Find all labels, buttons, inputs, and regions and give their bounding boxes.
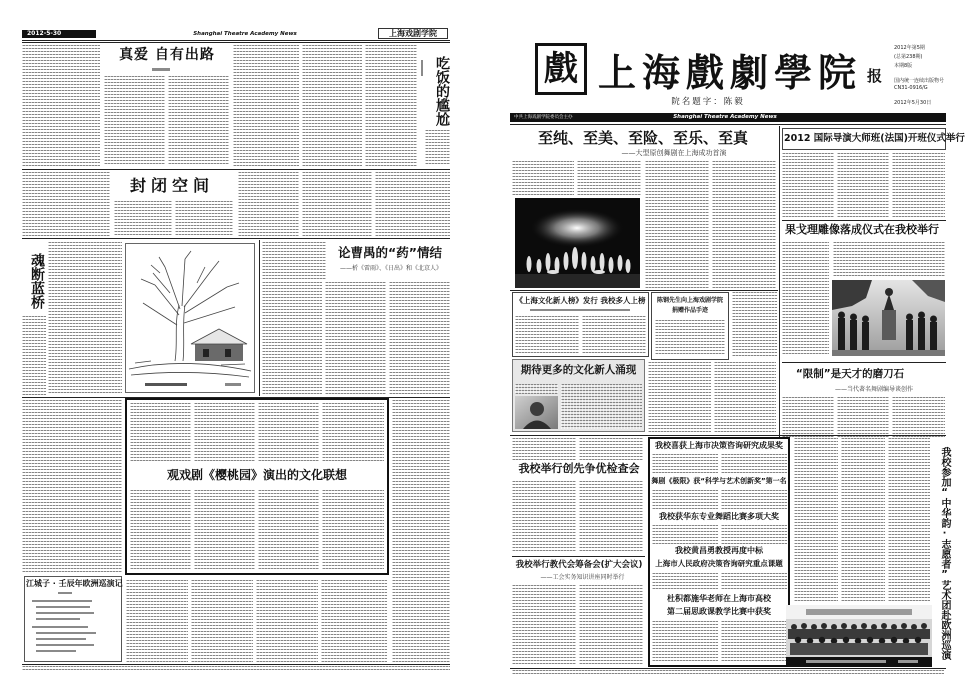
body-text-column <box>652 490 718 509</box>
headline-brief-4-line-2: 上海市人民政府决策咨询研究重点课题 <box>655 559 783 568</box>
body-text-column <box>655 320 725 356</box>
headline-europe-tour: 我校参加“中华韵·志愿者”艺术团赴欧洲巡演 <box>939 447 950 660</box>
issue-number: 2012年第5期 <box>894 45 925 51</box>
headline-donation-line-1: 陈钢先生向上海戏剧学院 <box>656 297 723 304</box>
issue-info <box>894 44 950 108</box>
body-text-column <box>515 316 579 354</box>
headline-true-love: 真爱 自有出路 <box>119 47 215 63</box>
headline-dining: 吃饭的尴尬 <box>434 56 450 126</box>
headline-brief-1: 我校喜获上海市决策咨询研究成果奖 <box>655 441 783 450</box>
body-text-column <box>652 525 718 544</box>
headline-dance: 至纯、至美、至险、至乐、至真 <box>537 129 748 147</box>
body-text-column <box>721 525 787 544</box>
photo-gogol-statue <box>832 280 945 356</box>
body-text-column <box>512 481 576 553</box>
headline-cherry-orchard: 观戏剧《樱桃园》演出的文化联想 <box>166 468 347 482</box>
page-footer <box>512 670 944 675</box>
headline-brief-5-line-1: 杜积都施华老师在上海市高校 <box>667 594 771 603</box>
headline-congress: 我校举行教代会筹备会(扩大会议) <box>515 560 643 570</box>
body-text-column <box>833 242 945 277</box>
body-text-column <box>712 161 776 289</box>
photo-dance-performance <box>515 198 640 288</box>
photo-portrait <box>515 396 558 429</box>
body-text-column <box>721 454 787 474</box>
body-text-column <box>794 438 838 602</box>
body-text-column <box>782 397 834 439</box>
body-text-column <box>837 153 889 219</box>
body-text-column <box>577 161 641 196</box>
body-text-column <box>582 316 646 354</box>
headline-expect: 期待更多的文化新人涌现 <box>520 364 637 376</box>
masthead-title: 上海戲劇學院 <box>598 50 863 95</box>
headline-brief-3: 我校获华东专业舞蹈比赛多项大奖 <box>659 512 779 521</box>
body-text-column <box>841 438 885 602</box>
english-title: Shanghai Theatre Academy News <box>673 114 777 120</box>
body-text-column <box>782 153 834 219</box>
headline-brief-2: 舞剧《极限》获“科学与艺术创新奖”第一名 <box>651 477 787 485</box>
body-text-column <box>892 153 945 219</box>
publisher: 中共上海戏剧学院委员会主办 <box>514 115 573 120</box>
body-text-column <box>721 490 787 509</box>
subtitle-dance: ——大型原创舞剧在上海成功首演 <box>621 149 727 157</box>
masthead-seal: 戲 <box>535 43 587 95</box>
headline-gogol: 果戈理雕像落成仪式在我校举行 <box>785 223 939 236</box>
headline-new-talents: 《上海文化新人榜》发行 我校多人上榜 <box>515 296 646 305</box>
body-text-column <box>721 573 787 591</box>
body-text-column <box>837 397 889 439</box>
masthead-suffix: 报 <box>867 67 883 85</box>
body-text-column <box>579 438 643 460</box>
headline-brief-5-line-2: 第二届思政课教学比赛中获奖 <box>667 607 771 616</box>
body-text-column <box>892 397 945 439</box>
issue-date: 2012-5-30 <box>22 30 96 38</box>
body-text-column <box>512 161 574 196</box>
body-text-column <box>652 454 718 474</box>
body-text-column <box>512 585 576 665</box>
body-text-column <box>888 438 930 602</box>
body-text-column <box>721 621 787 663</box>
body-text-column <box>561 384 642 429</box>
headline-master-class: 2012 国际导演大师班(法国)开班仪式举行 <box>784 133 965 144</box>
calligraphy-credit: 院名题字：陈毅 <box>671 97 745 107</box>
issue-total: (总第238期) <box>894 54 923 60</box>
headline-brief-4-line-1: 我校黄昌勇教授再度中标 <box>675 546 763 555</box>
serial-number: CN31-0916/G <box>894 85 928 91</box>
headline-inspection: 我校举行创先争优检查会 <box>518 462 640 475</box>
body-text-column <box>648 362 711 434</box>
body-text-column <box>645 161 709 289</box>
headline-donation-line-2: 捐赠作品手迹 <box>671 307 708 314</box>
subtitle-limits: ——当代著名舞剧编导谈创作 <box>834 386 913 393</box>
body-text-column <box>579 585 643 665</box>
headline-poem: 江城子 · 壬辰年欧洲巡演记 <box>26 579 123 588</box>
body-text-column <box>652 573 718 591</box>
body-text-column <box>579 481 643 553</box>
body-text-column <box>512 438 576 460</box>
photo-group <box>786 605 932 667</box>
issue-date: 2012年5月30日 <box>894 100 932 106</box>
headline-closed-space: 封闭空间 <box>129 176 214 195</box>
body-text-column <box>652 621 718 663</box>
body-text-column <box>732 292 777 358</box>
body-text-column <box>714 362 776 434</box>
body-text-column <box>515 384 558 394</box>
english-title: Shanghai Theatre Academy News <box>193 31 297 37</box>
body-text-column <box>782 242 829 356</box>
issue-pages: 本期8版 <box>894 63 913 69</box>
headline-limits: “限制”是天才的磨刀石 <box>795 368 905 380</box>
masthead-logo: 上海戏剧学院 <box>378 28 448 39</box>
subtitle-congress: ——工会实务知识讲座同时举行 <box>540 574 625 581</box>
subtitle-cao-yu: ——析《雷雨》、《日出》和《北京人》 <box>339 265 442 272</box>
headline-waterloo-bridge: 魂断蓝桥 <box>29 253 45 309</box>
serial-label: 国内统一连续出版物号 <box>894 78 945 84</box>
headline-cao-yu: 论曹禺的“药”情结 <box>338 245 442 260</box>
